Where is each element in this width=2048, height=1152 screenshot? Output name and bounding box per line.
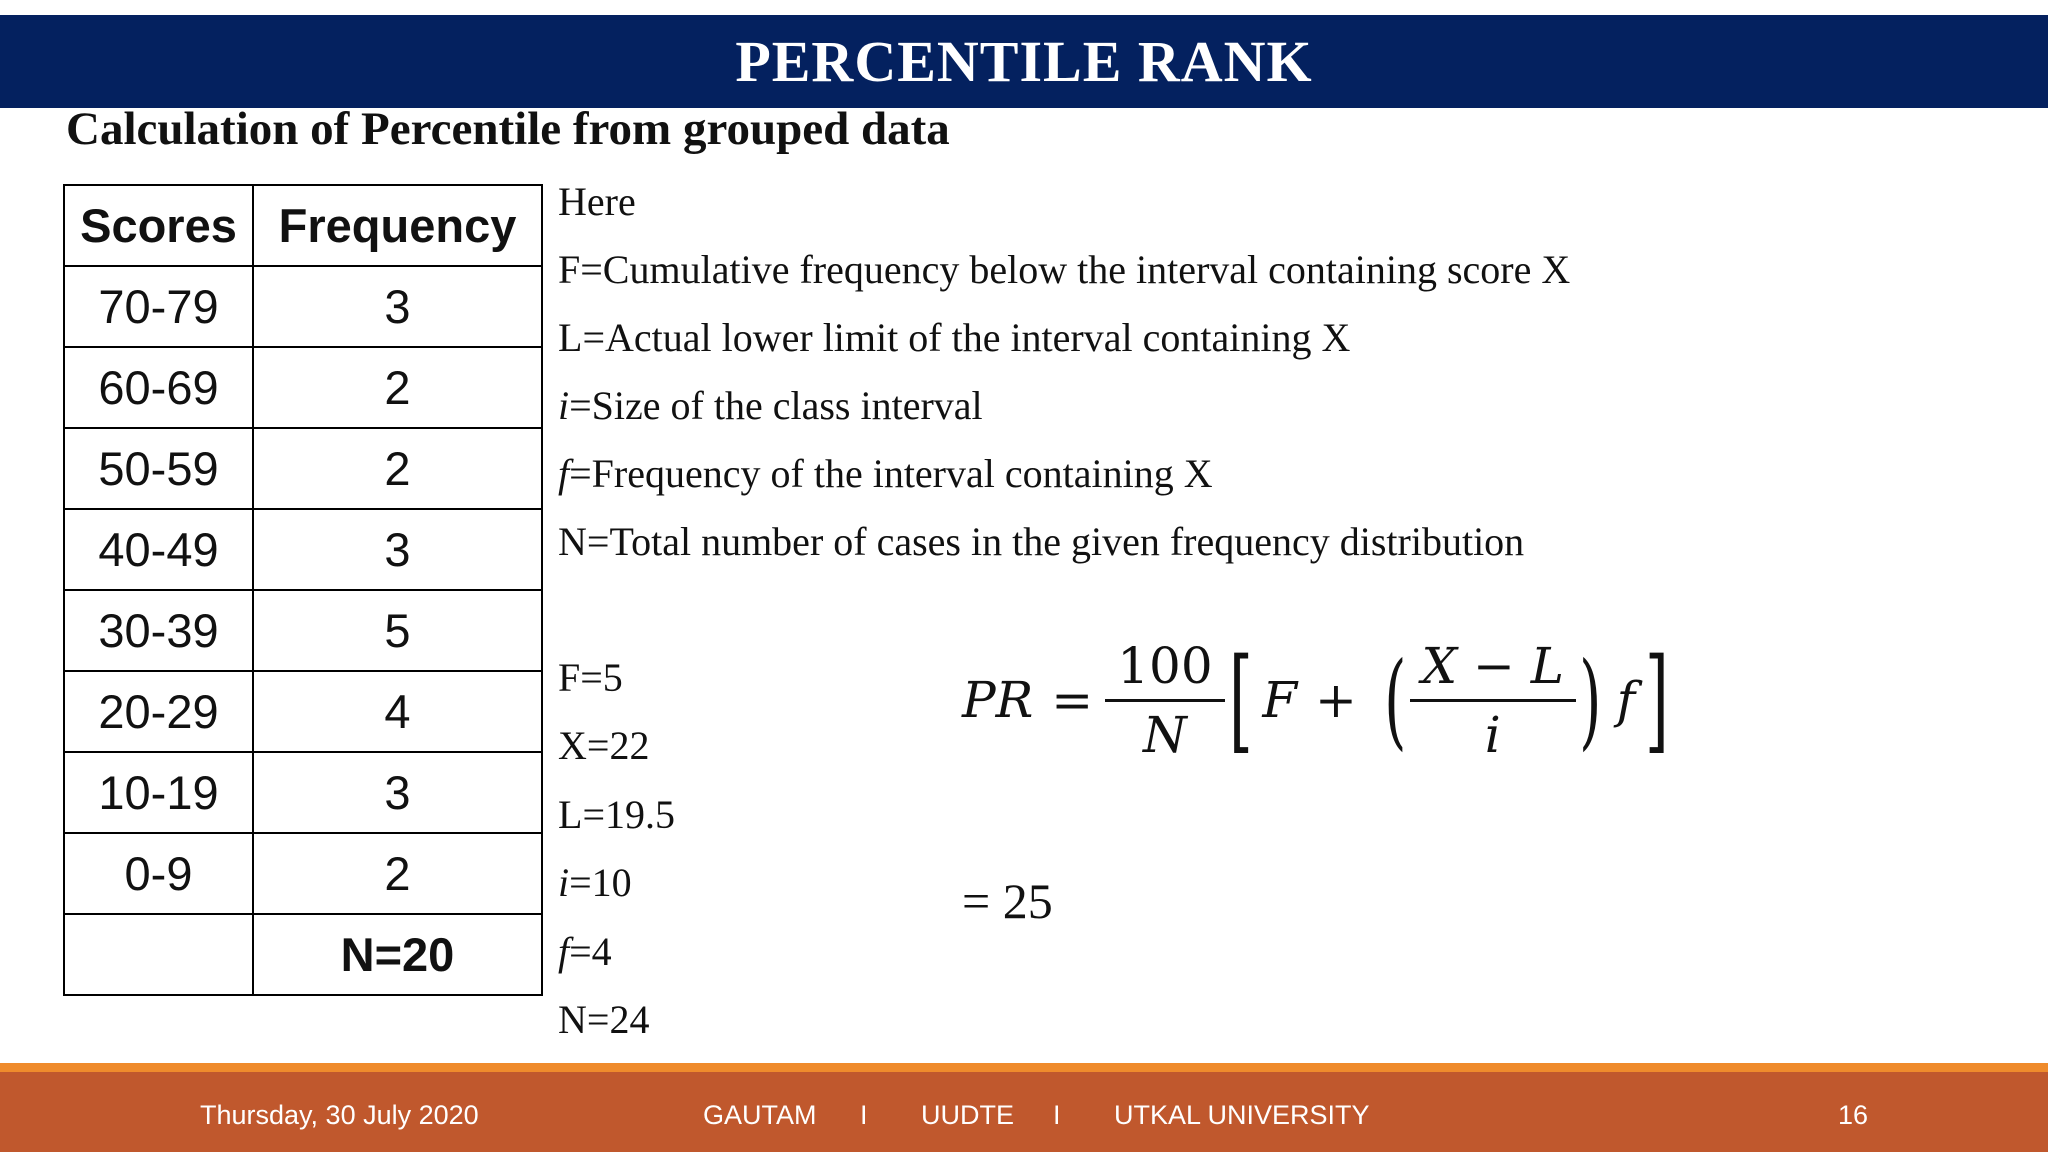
symbol: i: [558, 383, 570, 428]
footer-author: GAUTAM: [703, 1100, 817, 1130]
symbol: X: [558, 723, 587, 769]
frequency-cell: 5: [253, 590, 542, 671]
frequency-table: [63, 184, 543, 996]
table-header-row: [64, 185, 542, 266]
value-F: [558, 650, 675, 718]
definition-text: =Total number of cases in the given frequency distribution: [586, 519, 1525, 564]
value-text: =24: [586, 996, 650, 1042]
symbol: F: [558, 655, 581, 700]
definition-f: [558, 446, 1570, 514]
definition-i: [558, 378, 1570, 446]
formula-term-F: F: [1262, 671, 1298, 729]
definition-text: =Cumulative frequency below the interval containing score X: [580, 247, 1571, 292]
value-text: =4: [569, 928, 612, 974]
symbol: L: [558, 791, 583, 837]
score-cell: 50-59: [64, 428, 253, 509]
table-row: [64, 347, 542, 428]
value-f: [558, 924, 675, 992]
score-cell: 10-19: [64, 752, 253, 833]
open-bracket: [: [1228, 635, 1253, 765]
score-cell: 30-39: [64, 590, 253, 671]
score-cell: 60-69: [64, 347, 253, 428]
fraction-denominator: N: [1105, 699, 1224, 764]
formula-lhs: PR: [962, 671, 1034, 729]
formula-main-fraction: [1111, 637, 1218, 764]
header-frequency: Frequency: [253, 185, 542, 266]
value-i: [558, 855, 675, 923]
symbol: N: [558, 996, 587, 1042]
definitions-intro: Here: [558, 179, 636, 224]
frequency-cell: 2: [253, 833, 542, 914]
percentile-rank-formula: [962, 630, 1679, 770]
score-cell: 40-49: [64, 509, 253, 590]
formula-plus: +: [1315, 671, 1357, 729]
header-scores: Scores: [64, 185, 253, 266]
footer-date: Thursday, 30 July 2020: [200, 1100, 479, 1130]
value-text: =10: [569, 860, 632, 906]
value-X: [558, 718, 675, 786]
table-row: [64, 671, 542, 752]
footer-department: UUDTE: [921, 1100, 1014, 1130]
definition-text: =Frequency of the interval containing X: [569, 451, 1213, 496]
definition-F: [558, 242, 1570, 310]
score-cell: 0-9: [64, 833, 253, 914]
empty-cell: [64, 914, 253, 995]
title-bar: [0, 15, 2048, 108]
value-L: [558, 787, 675, 855]
formula-term-f: f: [1616, 671, 1636, 729]
frequency-cell: 3: [253, 752, 542, 833]
value-text: =19.5: [582, 791, 675, 837]
table-row: [64, 833, 542, 914]
footer-stripe: [0, 1063, 2048, 1072]
frequency-cell: 3: [253, 266, 542, 347]
frequency-cell: 3: [253, 509, 542, 590]
formula-inner-fraction: [1416, 637, 1570, 764]
table-row: [64, 590, 542, 671]
inner-denominator: i: [1410, 699, 1576, 764]
page-number: 16: [1838, 1100, 1869, 1130]
value-text: =22: [586, 723, 650, 769]
values-list: [558, 650, 675, 1060]
fraction-numerator: 100: [1117, 636, 1213, 695]
inner-numerator: X − L: [1421, 636, 1565, 695]
close-bracket: ]: [1644, 635, 1669, 765]
slide-title: PERCENTILE RANK: [735, 29, 1313, 94]
definition-text: =Actual lower limit of the interval containing X: [582, 315, 1351, 360]
frequency-cell: 2: [253, 428, 542, 509]
symbol: N: [558, 519, 587, 564]
table-row: [64, 266, 542, 347]
footer-separator: I: [1053, 1100, 1061, 1130]
definitions-list: [558, 174, 1570, 582]
slide-subtitle: Calculation of Percentile from grouped data: [66, 103, 950, 155]
table-row: [64, 428, 542, 509]
score-cell: 20-29: [64, 671, 253, 752]
value-N: [558, 992, 675, 1060]
definition-N: [558, 514, 1570, 582]
slide-footer: [0, 1072, 2048, 1152]
footer-university: UTKAL UNIVERSITY: [1114, 1100, 1370, 1130]
table-row: [64, 752, 542, 833]
definition-text: =Size of the class interval: [569, 383, 983, 428]
symbol: f: [558, 928, 570, 974]
definition-L: [558, 310, 1570, 378]
table-total-row: [64, 914, 542, 995]
total-cell: N=20: [253, 914, 542, 995]
table-row: [64, 509, 542, 590]
frequency-cell: 2: [253, 347, 542, 428]
score-cell: 70-79: [64, 266, 253, 347]
formula-result: = 25: [962, 873, 1053, 929]
footer-separator: I: [860, 1100, 868, 1130]
symbol: f: [558, 451, 570, 496]
formula-equals: =: [1051, 671, 1094, 729]
symbol: F: [558, 247, 581, 292]
open-paren: (: [1384, 639, 1407, 761]
frequency-cell: 4: [253, 671, 542, 752]
close-paren: ): [1579, 639, 1602, 761]
value-text: =5: [580, 655, 623, 700]
symbol: L: [558, 315, 583, 360]
symbol: i: [558, 860, 570, 906]
